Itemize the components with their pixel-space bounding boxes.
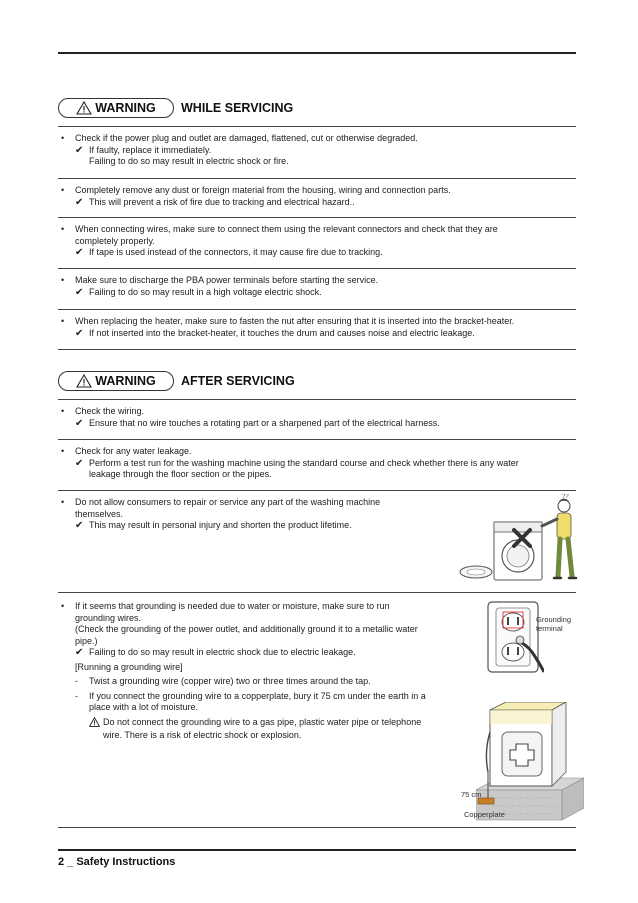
checkmark-icon: ✔ xyxy=(75,457,84,469)
caution-text: wire. There is a risk of electric shock or explosion. xyxy=(103,730,302,740)
item-text: When replacing the heater, make sure to fasten the nut after ensuring that it is inserted into the bracket-heater. xyxy=(75,316,515,326)
dash: - xyxy=(75,676,78,686)
divider xyxy=(58,268,576,269)
check-note xyxy=(75,458,558,470)
list-item xyxy=(58,316,578,339)
sub-step-text: If you connect the grounding wire to a copperplate, bury it 75 cm under the earth in a xyxy=(89,690,426,701)
check-note xyxy=(75,328,578,340)
list-item xyxy=(58,224,558,259)
item-text: Check if the power plug and outlet are damaged, flattened, cut or otherwise degraded. xyxy=(75,133,418,143)
bullet: • xyxy=(61,601,65,611)
page-footer: 2 _ Safety Instructions xyxy=(58,856,176,868)
grounding-terminal-label: Grounding terminal xyxy=(536,615,572,633)
check-text: Failing to do so may result in a high voltage electric shock. xyxy=(89,286,322,297)
after-servicing-header xyxy=(58,370,295,392)
divider xyxy=(58,490,576,491)
item-text-continued: grounding wires. xyxy=(75,612,142,623)
list-item xyxy=(58,497,458,532)
divider xyxy=(58,592,576,593)
top-rule xyxy=(58,52,576,54)
bullet: • xyxy=(61,133,65,143)
divider xyxy=(58,178,576,179)
checkmark-icon: ✔ xyxy=(75,286,84,298)
bullet: • xyxy=(61,185,65,195)
outlet-grounding-illustration xyxy=(486,600,544,676)
check-text: Failing to do so may result in electric shock due to electric leakage. xyxy=(89,647,356,657)
checkmark-icon: ✔ xyxy=(75,647,84,658)
check-text: This will prevent a risk of fire due to tracking and electrical hazard.. xyxy=(89,196,355,207)
section-title-after-servicing: AFTER SERVICING xyxy=(181,374,295,388)
list-item xyxy=(58,446,558,481)
depth-label: 75 cm xyxy=(461,790,482,799)
check-note xyxy=(75,287,558,299)
item-text: If it seems that grounding is needed due to water or moisture, make sure to run xyxy=(75,601,390,611)
warning-badge xyxy=(58,98,174,118)
item-text: Check for any water leakage. xyxy=(75,446,192,456)
divider xyxy=(58,126,576,127)
sub-step-text: Twist a grounding wire (copper wire) two or three times around the tap. xyxy=(89,676,371,686)
check-note xyxy=(75,197,558,209)
check-note xyxy=(75,418,558,430)
grounding-subheading: [Running a grounding wire] xyxy=(75,661,183,672)
bullet: • xyxy=(61,224,65,234)
caution-triangle-icon xyxy=(89,717,100,727)
check-text: If tape is used instead of the connectors, it may cause fire due to tracking. xyxy=(89,247,383,257)
divider xyxy=(58,399,576,400)
divider xyxy=(58,217,576,218)
item-text: Check the wiring. xyxy=(75,406,145,416)
check-note xyxy=(75,647,458,659)
item-text-continued: completely properly. xyxy=(75,235,155,246)
warning-triangle-icon xyxy=(76,374,92,388)
list-item xyxy=(58,185,558,208)
warning-badge-text: WARNING xyxy=(95,101,156,115)
divider xyxy=(58,439,576,440)
check-note xyxy=(75,247,558,259)
caution-text: Do not connect the grounding wire to a gas pipe, plastic water pipe or telephone xyxy=(103,716,422,727)
check-text: leakage through the floor section or the pipes. xyxy=(89,469,272,479)
check-text: Failing to do so may result in electric shock or fire. xyxy=(89,156,289,166)
check-note-continued xyxy=(75,156,558,168)
check-text: If not inserted into the bracket-heater, it touches the drum and causes noise and electric leakage. xyxy=(89,327,475,338)
item-text: Do not allow consumers to repair or service any part of the washing machine xyxy=(75,497,381,507)
item-text: Make sure to discharge the PBA power terminals before starting the service. xyxy=(75,275,379,285)
section-title-while-servicing: WHILE SERVICING xyxy=(181,101,294,115)
warning-triangle-icon xyxy=(76,101,92,115)
bottom-rule xyxy=(58,849,576,851)
checkmark-icon: ✔ xyxy=(75,520,84,531)
divider xyxy=(58,309,576,310)
buried-copperplate-illustration xyxy=(476,702,584,822)
list-item xyxy=(58,275,558,298)
sub-step xyxy=(75,676,458,688)
divider xyxy=(58,349,576,350)
item-text: Completely remove any dust or foreign material from the housing, wiring and connection parts. xyxy=(75,185,451,195)
bullet: • xyxy=(61,497,65,507)
check-note-continued xyxy=(75,469,558,481)
caution-note-continued xyxy=(89,730,458,742)
list-item xyxy=(58,601,458,742)
dash: - xyxy=(75,690,78,701)
no-self-repair-illustration xyxy=(458,494,584,588)
list-item xyxy=(58,406,558,429)
list-item xyxy=(58,133,558,168)
check-text: Ensure that no wire touches a rotating part or a sharpened part of the electrical harness. xyxy=(89,417,440,428)
bullet: • xyxy=(61,406,65,416)
bullet: • xyxy=(61,446,65,456)
checkmark-icon: ✔ xyxy=(75,144,84,156)
item-text-continued: pipe.) xyxy=(75,635,98,646)
check-note xyxy=(75,520,458,532)
sub-step-continued xyxy=(75,702,458,714)
caution-note xyxy=(89,717,458,731)
checkmark-icon: ✔ xyxy=(75,196,84,208)
item-text-continued: (Check the grounding of the power outlet, and additionally ground it to a metallic water xyxy=(75,624,418,634)
bullet: • xyxy=(61,316,65,326)
warning-badge-text: WARNING xyxy=(95,374,156,388)
checkmark-icon: ✔ xyxy=(75,417,84,429)
checkmark-icon: ✔ xyxy=(75,327,84,339)
check-text: If faulty, replace it immediately. xyxy=(89,144,212,155)
svg-text:??: ?? xyxy=(562,494,569,500)
sub-step-text: place with a lot of moisture. xyxy=(89,702,199,712)
bullet: • xyxy=(61,275,65,285)
check-text: This may result in personal injury and shorten the product lifetime. xyxy=(89,520,352,530)
checkmark-icon: ✔ xyxy=(75,247,84,258)
while-servicing-header xyxy=(58,97,293,119)
item-text-continued: themselves. xyxy=(75,508,124,519)
check-note xyxy=(75,145,558,157)
check-text: Perform a test run for the washing machine using the standard course and check whether there is any water xyxy=(89,457,519,468)
copperplate-label: Copperplate xyxy=(464,810,505,819)
sub-step xyxy=(75,691,458,703)
divider xyxy=(58,827,576,828)
item-text: When connecting wires, make sure to connect them using the relevant connectors and check that they are xyxy=(75,224,498,234)
warning-badge xyxy=(58,371,174,391)
